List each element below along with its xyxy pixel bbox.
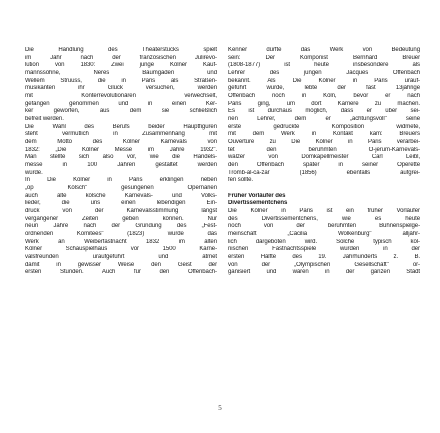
section-heading-line: Divertissementchens [228,200,288,207]
text-line: damit in gewisser Weise den Geist der [25,261,217,268]
text-line: fen sollte. [228,177,254,184]
text-line: erste gedruckte Komposition widmete, [228,123,420,130]
text-line: Tromb-al-ca-zar (1856) ebenfalls aufgrei- [228,169,420,176]
text-line: Werk an Weiberfastnacht 1832 im alten [25,238,217,245]
text-line: sein: Der Komponist Bernhard Breuer [228,54,420,61]
text-line: dem Motto des Kölner Karnevals von [25,139,217,146]
text-line: valsfreunden uraufgeführt und atmet [25,254,217,261]
text-line: Kenner dürfte das Werk von Bedeutung [228,47,420,53]
text-line: Die Handlung des Theaterstücks spielt [25,47,217,53]
text-line: Es ist durchaus möglich, dass er über sei- [228,108,420,115]
text-line: gefangen genommen und in einen Ker- [25,100,217,107]
text-line: steht vermutlich in Zusammenhang mit [25,131,217,138]
text-line: „op Kölsch" gesungenen Opernarien [25,185,217,192]
text-line: musikanten ihr Glück versuchen, werden [25,85,217,92]
text-line: ker geworfen, aus dem sie schließlich [25,108,217,115]
text-line: des Divertissementchens, wie es heute [228,215,420,222]
text-line: Lehrer des jungen Jacques Offenbach [228,70,420,77]
right-text-column [228,47,420,277]
text-line: 1832: „Die Kölner Messe im Jahre 1932". [25,146,217,153]
text-line: vergangener Zeiten geben können. Nur [25,215,217,222]
text-line: (1808-1877) ist heute insbesondere als [228,62,420,69]
text-line: Ouvertüre zu Die Kölner in Paris verarbei- [228,139,420,146]
page-number: 5 [218,404,222,412]
text-line: geführt wurde, lebte der fast 13jährige [228,85,420,92]
text-line: Man stellte sich also vor, wie die Handels- [25,154,217,161]
text-line: lieder, die uns einen lebendigen Ein- [25,200,217,207]
text-line: neun Jahre nach der Gründung des „Fest- [25,223,217,230]
section-heading-line: Früher Vorläufer des [228,192,286,199]
text-line: würde. [25,169,43,176]
text-line: druck von der Karnevalsstimmung längst [25,208,217,215]
text-line: Offenbach noch in Köln, bevor er nach [228,93,420,100]
text-line: ganisiert und waren in der ganzen Stadt [228,269,420,276]
text-line: auch alte kölsche Karnevals- und Volks- [25,192,217,199]
text-line: messe in 100 Jahren gestaltet werden [25,162,217,169]
paragraph-gap [228,185,420,193]
text-line: lich dargeboten wird. Solche typisch köl- [228,238,420,245]
text-line: ersten Hälfte des 19. Jahrhunderts z. B. [228,254,420,261]
text-line: mit Konterrevolutionären verwechselt, [25,93,217,100]
text-line: Kölner Schauspielhaus vor 1500 Karne- [25,246,217,253]
text-line: den Offenbach später in seiner Operette [228,162,420,169]
text-line: befreit werden. [25,116,64,123]
text-line: mannssöhne, Neres Baumgaden und [25,70,217,77]
text-line: lution von 1830: Zwei junge Kölner Kauf- [25,62,217,69]
text-line: nischen Fastnachtsspiele wurden in der [228,246,420,253]
text-line: ersten Stunden. Auch für den Offenbach- [25,269,217,276]
text-line: ordnenden Komitees" (1823) wurde das [25,231,217,238]
text-line: In Die Kölner in Paris erklingen neben [25,177,217,184]
text-line: Paris ging, um dort Karriere zu machen. [228,100,420,107]
text-line: walzer von Domkapellmeister Carl Leibl, [228,154,420,161]
text-line: Wellem Struuss, die in Paris als Straßen- [25,77,217,84]
text-line: Die Kölner in Paris ist ein früher Vorläufer [228,208,420,215]
text-line: Die Wahl des Berufs beider Hauptfiguren [25,123,217,130]
text-line: tet den berühmten O-jerum-Karnevals- [228,146,420,153]
text-line: bekannt. Als Die Kölner in Paris urauf- [228,77,420,84]
text-line: meinschaft „Cäcilia Wolkenburg" alljähr- [228,231,420,238]
left-text-column [25,47,217,277]
text-line: von der „Olympischen Gesellschaft" or- [228,261,420,268]
text-line: im Jahr nach der französischen Julirevo- [25,54,217,61]
text-line: nen Lehrer, dem er „achtungsvoll" seine [228,116,420,123]
text-line: mit dem Werk in Kontakt kam: Breuers [228,131,420,138]
text-line: noch von der berühmten Bühnenspielge- [228,223,420,230]
